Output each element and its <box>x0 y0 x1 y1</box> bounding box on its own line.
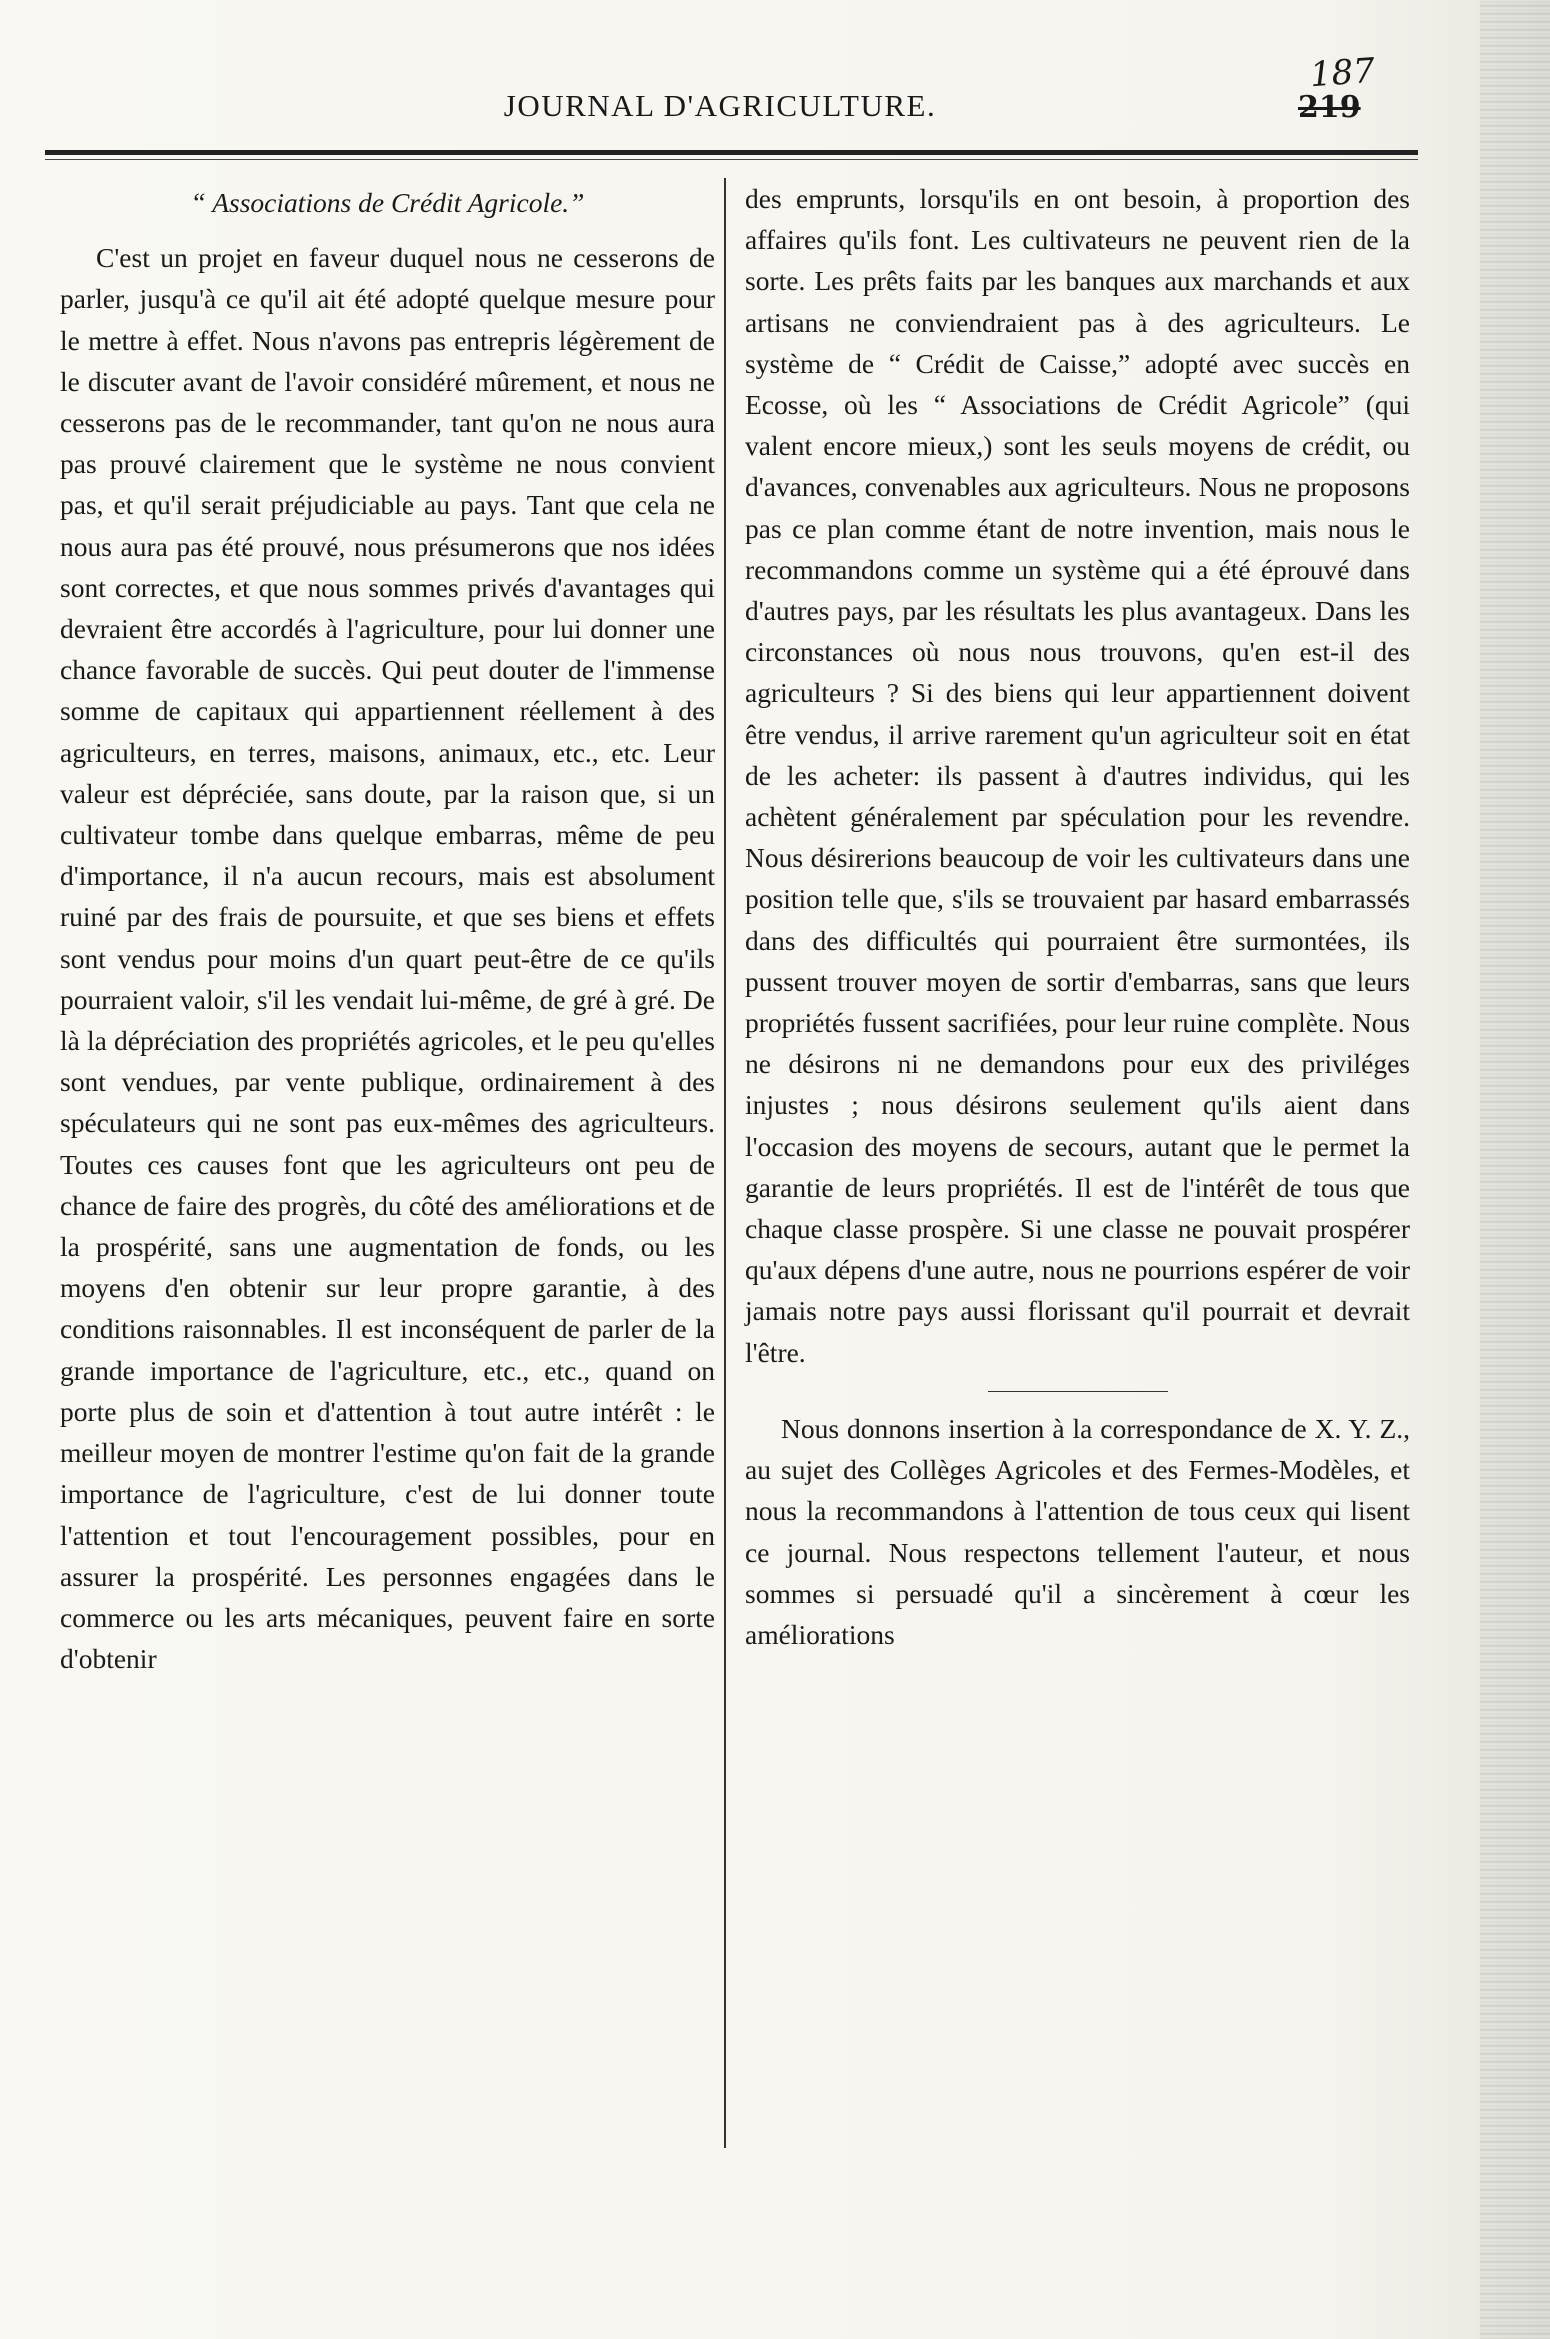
article-paragraph: C'est un projet en faveur duquel nous ne cesserons de parler, jusqu'à ce qu'il ait été adopté quelque mesure pour le mettre à effet. Nous n'avons pas entrepris légèrement de le discuter avant de l'avoir considéré mûrement, et nous ne cesserons pas de le recommander, tant qu'on ne nous aura pas prouvé clairement que le système ne nous convient pas, et qu'il serait préjudiciable au pays. Tant que cela ne nous aura pas été prouvé, nous présumerons que nos idées sont correctes, et que nous sommes privés d'avantages qui devraient être accordés à l'agriculture, pour lui donner une chance favorable de succès. Qui peut douter de l'immense somme de capitaux qui appartiennent réellement à des agriculteurs, en terres, maisons, animaux, etc., etc. Leur valeur est dépréciée, sans doute, par la raison que, si un cultivateur tombe dans quelque embarras, même de peu d'importance, il n'a aucun recours, mais est absolument ruiné par des frais de poursuite, et que ses biens et effets sont vendus pour moins d'un quart peut-être de ce qu'ils pourraient valoir, s'il les vendait lui-même, de gré à gré. De là la dépréciation des propriétés agricoles, et le peu qu'elles sont vendues, par vente publique, ordinairement à des spéculateurs qui ne sont pas eux-mêmes des agriculteurs. Toutes ces causes font que les agriculteurs ont peu de chance de faire des progrès, du côté des améliorations et de la prospérité, sans une augmentation de fonds, ou les moyens d'en obtenir sur leur propre garantie, à des conditions raisonnables. Il est inconséquent de parler de la grande importance de l'agriculture, etc., etc., quand on porte plus de soin et d'attention à tout autre intérêt : le meilleur moyen de montrer l'estime qu'on fait de la grande importance de l'agriculture, c'est de lui donner toute l'attention et tout l'encouragement possibles, pour en assurer la prospérité. Les personnes engagées dans le commerce ou les arts mécaniques, peuvent faire en sorte d'obtenir <box>60 242 715 1675</box>
binding-edge <box>1480 0 1550 2339</box>
journal-title: JOURNAL D'AGRICULTURE. <box>503 88 937 123</box>
running-head <box>0 50 1550 138</box>
left-column <box>60 178 715 1679</box>
header-rule-thick <box>45 150 1418 155</box>
column-divider <box>724 178 726 2148</box>
header-rule-thin <box>45 159 1418 160</box>
article-paragraph-continued: des emprunts, lorsqu'ils en ont besoin, à proportion des affaires qu'ils font. Les cultivateurs ne peuvent rien de la sorte. Les prêts faits par les banques aux marchands et aux artisans ne conviendraient pas à des agriculteurs. Le système de “ Crédit de Caisse,” adopté avec succès en Ecosse, où les “ Associations de Crédit Agricole” (qui valent encore mieux,) sont les seuls moyens de crédit, ou d'avances, convenables aux agriculteurs. Nous ne proposons pas ce plan comme étant de notre invention, mais nous le recommandons comme un système qui a été éprouvé dans d'autres pays, par les résultats les plus avantageux. Dans les circonstances où nous nous trouvons, qu'en est-il des agriculteurs ? Si des biens qui leur appartiennent doivent être vendus, il arrive rarement qu'un agriculteur soit en état de les acheter: ils passent à d'autres individus, qui les achètent généralement par spéculation pour les revendre. Nous désirerions beaucoup de voir les cultivateurs dans une position telle que, s'ils se trouvaient par hasard embarrassés dans des difficultés qui pourraient être surmontées, ils pussent trouver moyen de sortir d'embarras, sans que leurs propriétés fussent sacrifiées, pour leur ruine complète. Nous ne désirons ni ne demandons pour eux des priviléges injustes ; nous désirons seulement qu'ils aient dans l'occasion des moyens de secours, autant que le permet la garantie de leurs propriétés. Il est de l'intérêt de tous que chaque classe prospère. Si une classe ne pouvait prospérer qu'aux dépens d'une autre, nous ne pourrions espérer de voir jamais notre pays aussi florissant qu'il pourrait et devrait l'être. <box>745 183 1410 1368</box>
right-column <box>745 178 1410 1655</box>
article-heading: “ Associations de Crédit Agricole.” <box>190 187 585 218</box>
page-number-struck: 219 <box>1298 90 1361 125</box>
page-number-handwritten: 187 <box>1308 50 1377 96</box>
section-divider <box>988 1391 1168 1392</box>
editorial-note-paragraph: Nous donnons insertion à la correspondance de X. Y. Z., au sujet des Collèges Agricoles et des Fermes-Modèles, et nous la recommandons à l'attention de tous ceux qui lisent ce journal. Nous respectons tellement l'auteur, et nous sommes si persuadé qu'il a sincèrement à cœur les améliorations <box>745 1412 1410 1650</box>
